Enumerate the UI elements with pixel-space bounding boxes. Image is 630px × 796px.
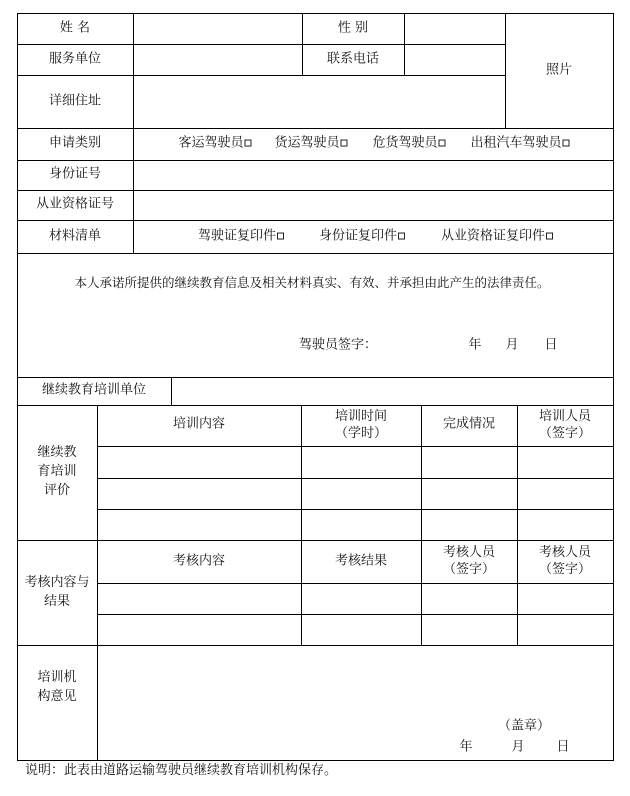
material-id-card[interactable] — [319, 230, 405, 245]
label-line: 结果 — [43, 593, 70, 609]
option-taxi[interactable] — [470, 137, 569, 152]
pledge-text: 本人承诺所提供的继续教育信息及相关材料真实、有效、并承担由此产生的法律责任。 — [74, 274, 550, 290]
training-unit-label: 继续教育培训单位 — [41, 382, 147, 398]
opinion-year-label: 年 — [459, 739, 473, 755]
service-unit-label: 服务单位 — [48, 51, 102, 67]
option-label: 货运驾驶员 — [274, 135, 340, 151]
label-line: 培训机 — [37, 670, 77, 686]
driver-signature-label: 驾驶员签字： — [298, 337, 378, 353]
completion-status-header: 完成情况 — [442, 416, 496, 432]
id-number-label: 身份证号 — [48, 166, 102, 182]
training-content-header: 培训内容 — [172, 416, 226, 432]
option-hazmat[interactable] — [372, 137, 445, 152]
photo-label: 照片 — [545, 62, 573, 78]
checkbox-icon[interactable] — [546, 233, 553, 240]
assessment-label — [17, 540, 97, 645]
checkbox-icon[interactable] — [563, 140, 570, 147]
label-line: 考核内容与 — [24, 574, 90, 590]
option-freight[interactable] — [274, 137, 347, 152]
name-label: 姓 名 — [59, 20, 91, 36]
checkbox-icon[interactable] — [439, 140, 446, 147]
checkbox-icon[interactable] — [398, 233, 405, 240]
opinion-month-label: 月 — [511, 739, 525, 755]
opinion-day-label: 日 — [556, 739, 570, 755]
option-passenger[interactable] — [178, 137, 251, 152]
seal-label: （盖章） — [497, 718, 551, 734]
option-label: 出租汽车驾驶员 — [470, 135, 562, 151]
header-line: 考核人员 — [538, 544, 591, 560]
assessment-result-header: 考核结果 — [334, 553, 388, 569]
assessor-signature-header — [421, 540, 517, 583]
trainer-signature-header — [517, 405, 613, 446]
material-label: 驾驶证复印件 — [197, 228, 277, 244]
option-label: 危货驾驶员 — [372, 135, 438, 151]
institution-opinion-label — [17, 664, 97, 712]
label-line: 构意见 — [37, 689, 77, 704]
material-label: 身份证复印件 — [318, 228, 398, 244]
pledge-year-label: 年 — [468, 337, 482, 353]
qualification-cert-label: 从业资格证号 — [35, 196, 115, 212]
phone-label: 联系电话 — [326, 51, 380, 67]
header-line: 培训人员 — [538, 408, 591, 424]
assessor-signature-header-2 — [517, 540, 613, 583]
label-line: 评价 — [43, 482, 70, 498]
material-driving-license[interactable] — [198, 230, 284, 245]
address-label: 详细住址 — [48, 93, 102, 109]
checkbox-icon[interactable] — [341, 140, 348, 147]
label-line: 继续教 — [37, 445, 77, 461]
checkbox-icon[interactable] — [245, 140, 252, 147]
materials-label: 材料清单 — [48, 228, 102, 244]
material-qualification-cert[interactable] — [441, 230, 553, 245]
apply-category-label: 申请类别 — [48, 135, 102, 151]
training-hours-header — [301, 405, 421, 446]
assessment-content-header: 考核内容 — [172, 553, 226, 569]
option-label: 客运驾驶员 — [178, 135, 244, 151]
header-line: （学时） — [334, 425, 387, 441]
header-line: （签字） — [442, 561, 495, 577]
pledge-day-label: 日 — [544, 337, 558, 353]
gender-label: 性 别 — [337, 20, 369, 36]
header-line: （签字） — [538, 425, 591, 441]
pledge-month-label: 月 — [505, 337, 519, 353]
header-line: 考核人员 — [442, 544, 495, 560]
header-line: 培训时间 — [334, 408, 387, 424]
training-evaluation-label — [17, 405, 97, 540]
header-line: （签字） — [538, 561, 591, 577]
material-label: 从业资格证复印件 — [440, 228, 546, 244]
checkbox-icon[interactable] — [277, 233, 284, 240]
footnote: 说明：此表由道路运输驾驶员继续教育培训机构保存。 — [25, 763, 338, 778]
label-line: 育培训 — [37, 464, 77, 480]
